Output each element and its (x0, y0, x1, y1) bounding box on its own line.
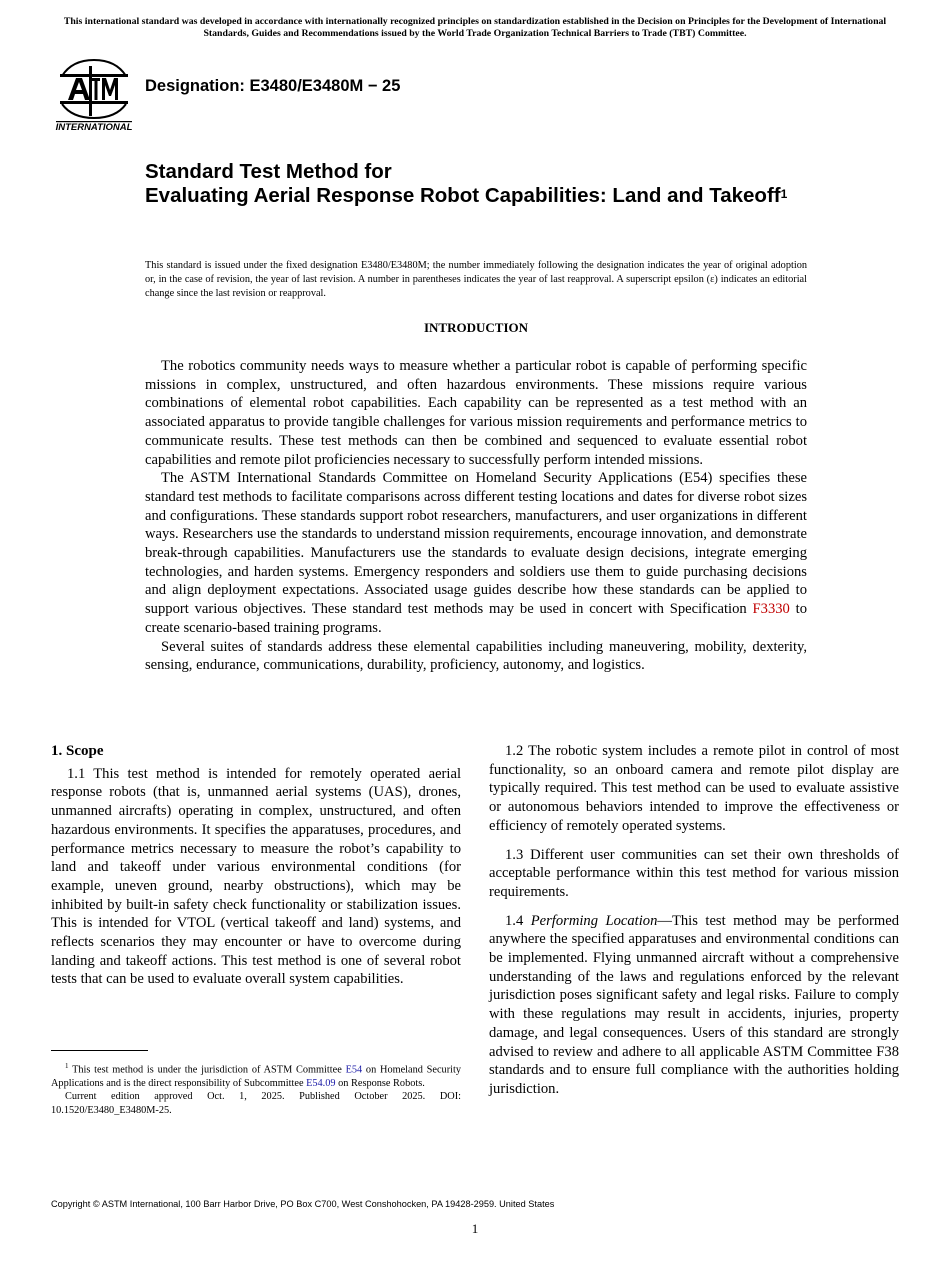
scope-heading: 1. Scope (51, 743, 104, 759)
left-column (51, 742, 461, 989)
document-title (145, 160, 845, 208)
subcommittee-e54-09-link[interactable]: E54.09 (306, 1077, 336, 1089)
issued-note: This standard is issued under the fixed designation E3480/E3480M; the number immediately following the designation indicates the year of original adoption or, in the case of revision, the year of last revision. A number in parentheses indicates the year of last reapproval. A superscript epsilon (ε) indicates an editorial change since the last revision or reapproval. (145, 260, 807, 299)
section-1-4-title: Performing Location (530, 912, 658, 929)
footnote-1 (51, 1060, 461, 1090)
wto-notice: This international standard was developed in accordance with internationally recognized principles on standardization established in the Decision on Principles for the Development of International Standards, Guides and Recommendations issued by the World Trade Organization Technical Barriers to Trade (TBT) Committee. (63, 16, 887, 39)
footnote-rule (51, 1050, 148, 1051)
current-edition-note: Current edition approved Oct. 1, 2025. Published October 2025. DOI: 10.1520/E3480_E3480M-25. (51, 1091, 461, 1116)
section-1-2: 1.2 The robotic system includes a remote pilot in control of most functionality, so an onboard camera and remote pilot display are typically required. This test method can be used to evaluate assistive or autonomous behaviors intended to improve the effectiveness or efficiency of remotely operated systems. (489, 743, 899, 834)
footnote-mark: 1 (65, 1062, 69, 1070)
intro-paragraph-3: Several suites of standards address these elemental capabilities including maneuvering, mobility, dexterity, sensing, endurance, communications, durability, proficiency, autonomy, and logistics. (145, 638, 807, 674)
section-1-3: 1.3 Different user communities can set their own thresholds of acceptable performance within this test method for various mission requirements. (489, 846, 899, 900)
introduction-body (145, 357, 807, 675)
title-line-2 (145, 184, 845, 208)
footnote-text-a: This test method is under the jurisdiction of ASTM Committee (72, 1064, 346, 1076)
intro-paragraph-2 (145, 469, 807, 637)
spec-f3330-link[interactable]: F3330 (752, 601, 790, 618)
section-1-4 (489, 912, 899, 1099)
intro-p2-text: The ASTM International Standards Committee on Homeland Security Applications (E54) specifies these standard test methods to facilitate comparisons across different testing locations and dates for diverse robot sizes and configurations. These standards support robot researchers, manufacturers, and user organizations in different ways. Researchers use the standards to understand mission requirements, encourage innovation, and demonstrate break-through capabilities. Manufacturers use the standards to evaluate design decisions, integrate emerging technologies, and harden systems. Emergency responders and soldiers use them to guide purchasing decisions and align deployment expectations. Associated usage guides describe how these standards can be applied to support various objectives. These standard test methods may be used in concert with Specification (145, 470, 807, 618)
copyright-notice: Copyright © ASTM International, 100 Barr Harbor Drive, PO Box C700, West Conshohocken, PA 19428-2959. United States (51, 1199, 555, 1209)
intro-p2-text-end: to create scenario-based training programs. (145, 601, 808, 636)
astm-logo (52, 56, 136, 136)
footnote-text-b: on Homeland Security Applications and is the direct responsibility of Subcommittee (51, 1064, 461, 1089)
committee-e54-link[interactable]: E54 (345, 1064, 363, 1076)
logo-wordmark: INTERNATIONAL (55, 122, 133, 133)
section-1-4-number: 1.4 (505, 912, 531, 929)
intro-paragraph-1: The robotics community needs ways to measure whether a particular robot is capable of performing specific missions in complex, unstructured, and often hazardous environments. These missions require various combinations of elemental robot capabilities. Each capability can be represented as a test method with an associated apparatus to provide tangible challenges for various mission requirements and performance metrics to communicate results. These test methods can then be combined and sequenced to evaluate essential robot capabilities and remote pilot proficiencies necessary to successfully perform intended missions. (145, 358, 807, 468)
page-number: 1 (471, 1221, 479, 1236)
title-line-1: Standard Test Method for (145, 160, 392, 183)
right-column (489, 742, 899, 1099)
introduction-heading: INTRODUCTION (423, 320, 528, 335)
title-footnote-mark: 1 (780, 187, 788, 201)
footnote-text-c: on Response Robots. (335, 1077, 425, 1089)
designation: Designation: E3480/E3480M − 25 (145, 77, 401, 95)
footnotes (51, 1060, 461, 1117)
title-main: Evaluating Aerial Response Robot Capabilities: Land and Takeoff (145, 184, 781, 207)
section-1-1: 1.1 This test method is intended for remotely operated aerial response robots (that is, unmanned aerial systems (UAS), drones, unmanned aircrafts) operating in complex, unstructured, and often hazardous environments. It specifies the apparatuses, procedures, and performance metrics necessary to measure the robot’s capability to land and takeoff under various environmental conditions (for example, uneven ground, nearby obstructions), which may be inhibited by built-in safety check functionality or stabilization issues. This is intended for VTOL (vertical takeoff and land) systems, and reflects scenarios they may encounter or have to overcome during landing and takeoff actions. This test method is one of several robot tests that can be used to evaluate overall system capabilities. (51, 765, 461, 988)
section-1-4-text: —This test method may be performed anywhere the specified apparatuses and environmental conditions can be implemented. Flying unmanned aircraft without a comprehensive understanding of the laws and regulations enforced by the relevant jurisdiction poses significant safety and legal risks. Failure to comply with these regulations may result in accidents, injuries, property damage, and legal consequences. Users of this standard are strongly advised to review and adhere to all applicable ASTM Committee F38 standards and to ensure full compliance with the authorities holding jurisdiction. (489, 912, 899, 1097)
